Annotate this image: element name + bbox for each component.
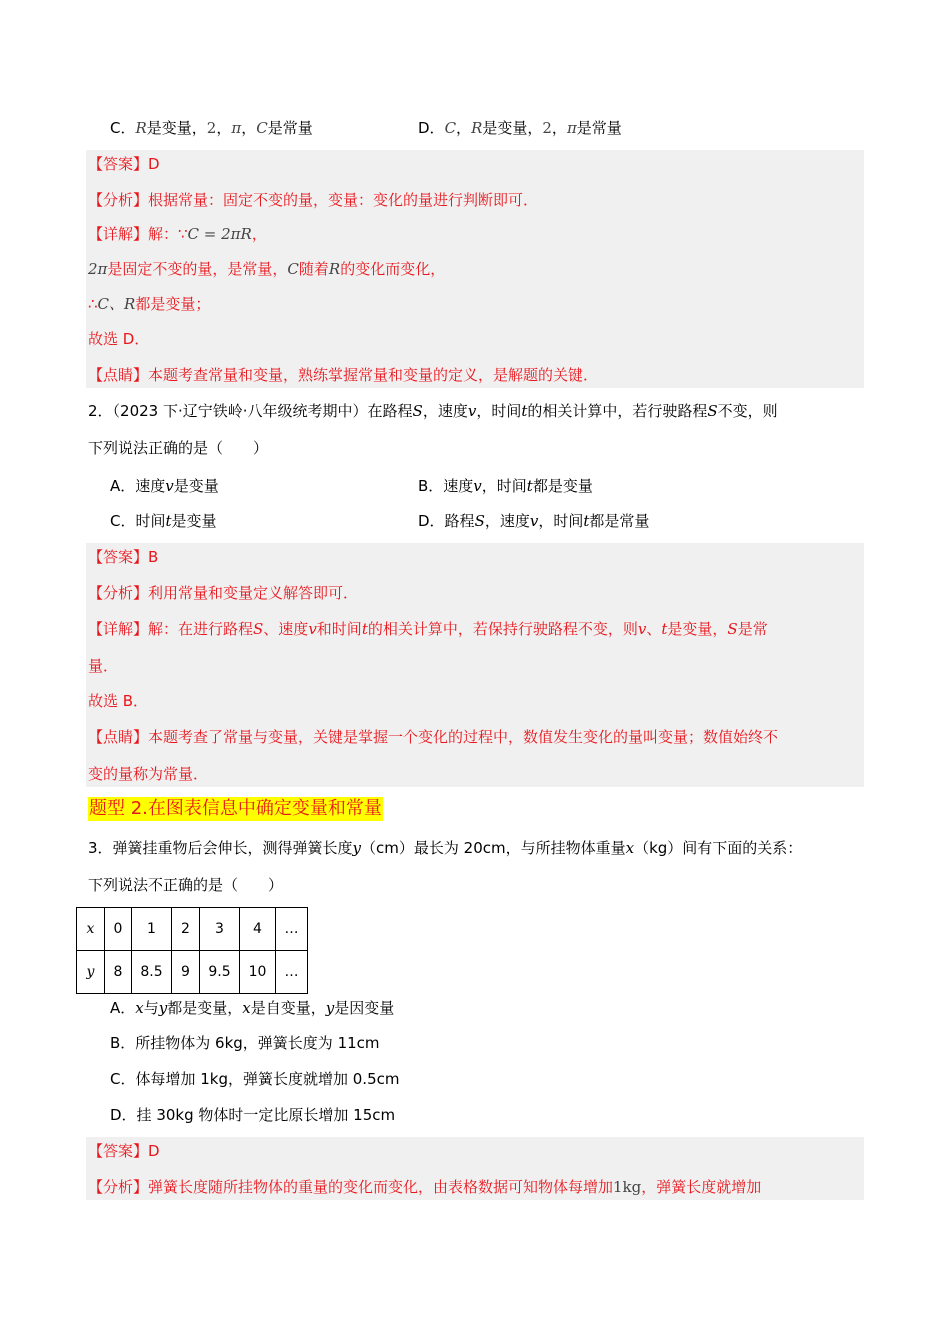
table-cell: 1 [132,908,172,951]
q3-option-c: C．体每增加 1kg，弹簧长度就增加 0.5cm [110,1070,400,1088]
q1-option-d: D．C，R是变量，2，π是常量 [418,119,622,137]
q2-comment: 【点睛】本题考查了常量与变量，关键是掌握一个变化的过程中，数值发生变化的量叫变量；数值始终不 [88,728,779,746]
q3-analysis: 【分析】弹簧长度随所挂物体的重量的变化而变化，由表格数据可知物体每增加1kg，弹簧长度就增加 [88,1178,762,1196]
q1-analysis: 【分析】根据常量：固定不变的量，变量：变化的量进行判断即可． [88,191,539,209]
table-cell: … [276,908,308,951]
table-cell: 8 [105,951,132,994]
q1-choose: 故选 D． [88,330,150,348]
q2-choose: 故选 B． [88,692,149,710]
table-cell: 0 [105,908,132,951]
q2-option-c: C．时间t是变量 [110,512,217,530]
q2-option-a: A．速度v是变量 [110,477,219,495]
q1-detail-line2: 2π是固定不变的量，是常量，C随着R的变化而变化， [88,260,446,278]
q2-answer: 【答案】B [88,548,159,566]
q2-option-d: D．路程S，速度v，时间t都是常量 [418,512,650,530]
q1-option-c: C．R是变量，2，π，C是常量 [110,119,313,137]
q2-stem: 2．（2023 下·辽宁铁岭·八年级统考期中）在路程S，速度v，时间t的相关计算中，若行驶路程S不变，则 [88,402,778,420]
q1-detail-line3: ∴C、R都是变量； [88,295,211,313]
q1-detail: 【详解】解：∵C = 2πR， [88,225,267,243]
q2-analysis: 【分析】利用常量和变量定义解答即可． [88,584,359,602]
table-cell: 8.5 [132,951,172,994]
table-cell: 9 [172,951,200,994]
table-row [77,951,308,994]
q1-answer: 【答案】D [88,155,160,173]
q2-stem-line2: 下列说法正确的是（ ） [88,439,269,457]
q2-detail-line2: 量． [88,657,119,675]
data-table [76,907,308,994]
table-cell: 2 [172,908,200,951]
q2-detail: 【详解】解：在进行路程S、速度v和时间t的相关计算中，若保持行驶路程不变，则v、t是变量，S是常 [88,620,768,638]
q3-option-d: D．挂 30kg 物体时一定比原长增加 15cm [110,1106,396,1124]
q1-comment: 【点睛】本题考查常量和变量，熟练掌握常量和变量的定义，是解题的关键． [88,366,599,384]
q3-stem-line2: 下列说法不正确的是（ ） [88,876,284,894]
table-cell: 4 [240,908,276,951]
q2-comment-line2: 变的量称为常量． [88,765,209,783]
q3-option-a: A．x与y都是变量，x是自变量，y是因变量 [110,999,395,1017]
q3-stem: 3．弹簧挂重物后会伸长，测得弹簧长度y（cm）最长为 20cm，与所挂物体重量x（kg）间有下面的关系： [88,839,803,857]
table-cell: 3 [200,908,240,951]
q2-solution-block [86,543,864,787]
table-cell: 9.5 [200,951,240,994]
q2-option-b: B．速度v，时间t都是变量 [418,477,593,495]
q3-answer: 【答案】D [88,1142,160,1160]
table-cell: … [276,951,308,994]
table-cell: 10 [240,951,276,994]
table-cell: x [77,908,105,951]
q3-option-b: B．所挂物体为 6kg，弹簧长度为 11cm [110,1034,380,1052]
table-cell: y [77,951,105,994]
section-heading: 题型 2.在图表信息中确定变量和常量 [89,798,382,819]
table-row [77,908,308,951]
